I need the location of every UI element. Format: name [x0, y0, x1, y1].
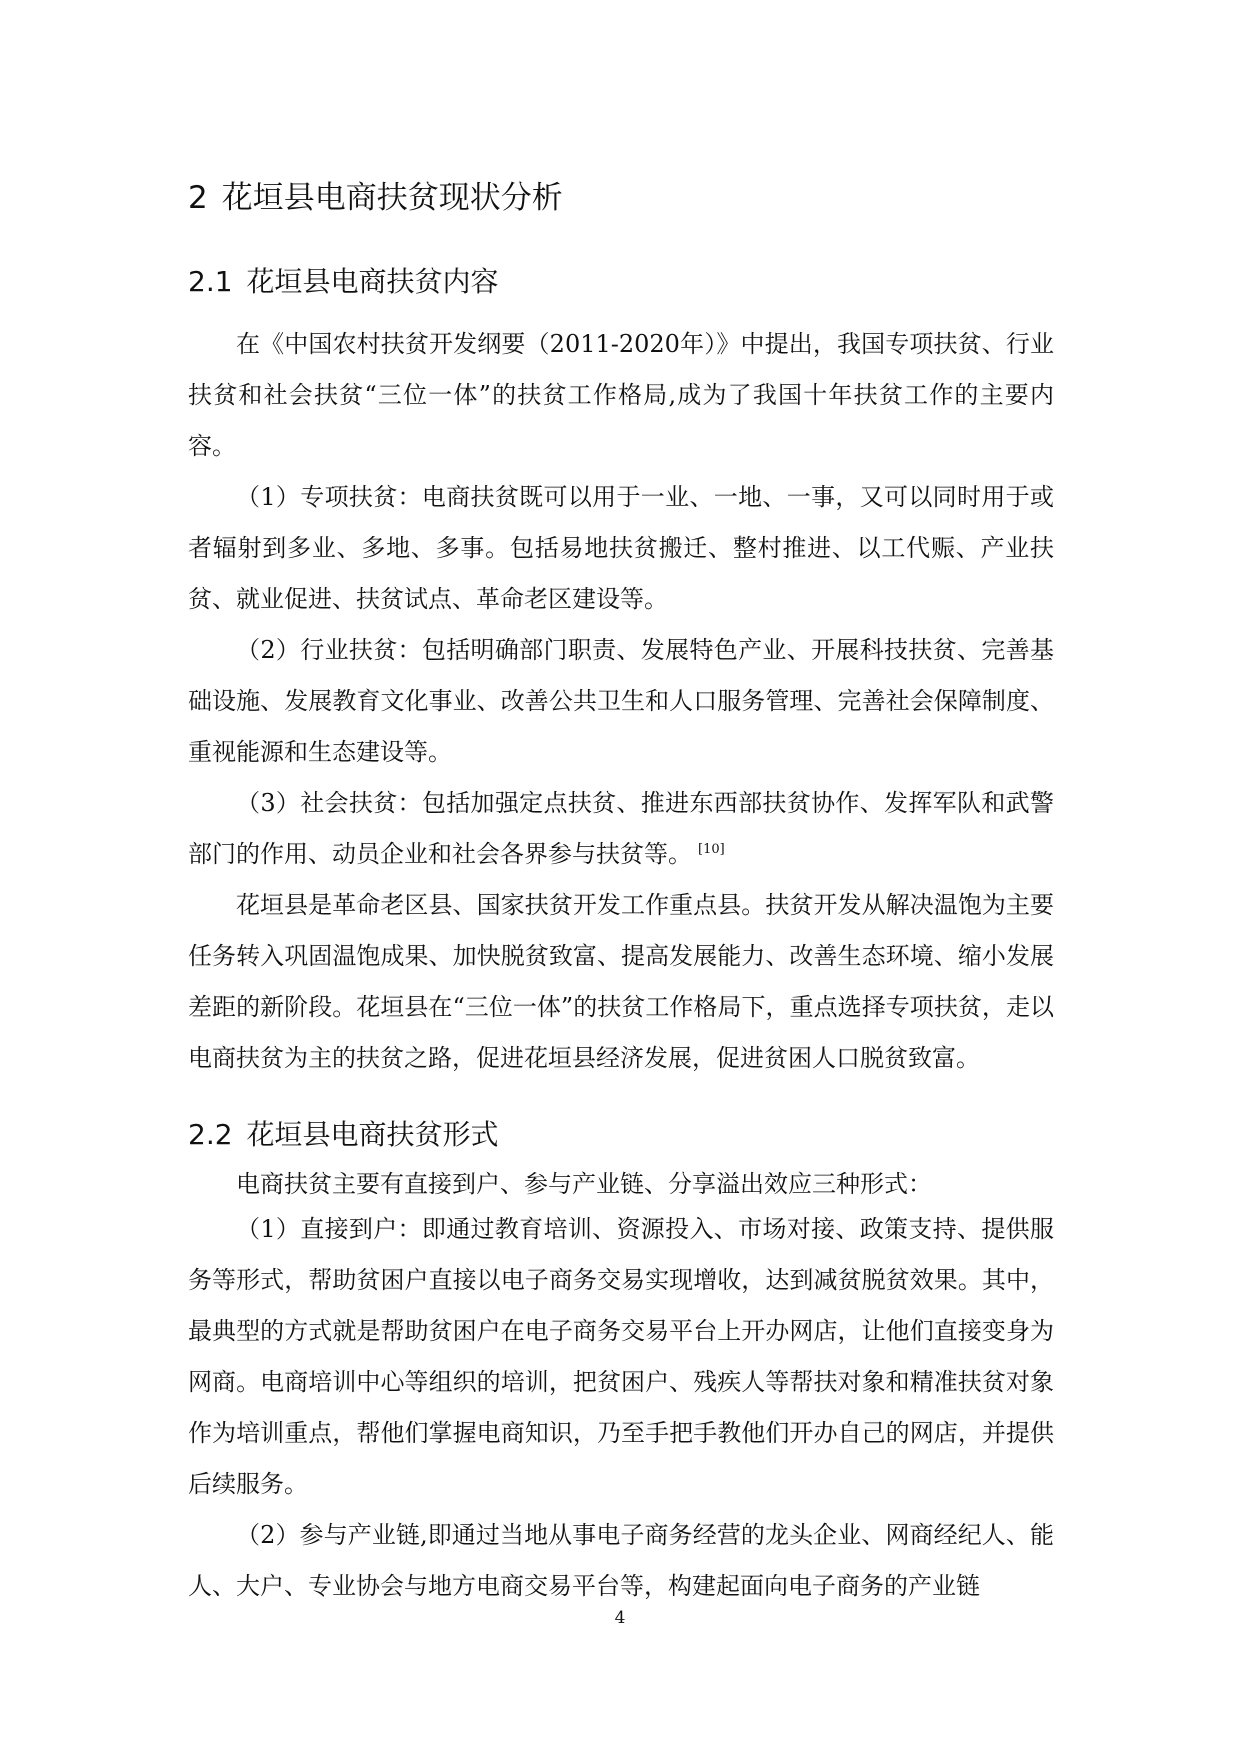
section-number: 2.2 [188, 1118, 233, 1151]
body-paragraph: 电商扶贫主要有直接到户、参与产业链、分享溢出效应三种形式： [236, 1170, 932, 1198]
body-paragraph: （1）直接到户：即通过教育培训、资源投入、市场对接、政策支持、提供服务等形式，帮助贫困户直接以电子商务交易实现增收，达到减贫脱贫效果。其中，最典型的方式就是帮助贫困户在电子商务交易平台上开办网店，让他们直接变身为网商。电商培训中心等组织的培训，把贫困户、残疾人等帮扶对象和精准扶贫对象作为培训重点，帮他们掌握电商知识，乃至手把手教他们开办自己的网店，并提供后续服务。 [188, 1215, 1054, 1498]
chapter-title: 花垣县电商扶贫现状分析 [221, 180, 563, 216]
chapter-heading [188, 174, 563, 222]
body-paragraph: 在《中国农村扶贫开发纲要（2011-2020年）》中提出，我国专项扶贫、行业扶贫和社会扶贫“三位一体”的扶贫工作格局,成为了我国十年扶贫工作的主要内容。 [188, 330, 1054, 460]
body-paragraph: （2）行业扶贫：包括明确部门职责、发展特色产业、开展科技扶贫、完善基础设施、发展教育文化事业、改善公共卫生和人口服务管理、完善社会保障制度、重视能源和生态建设等。 [188, 636, 1054, 766]
section-title: 花垣县电商扶贫内容 [246, 265, 499, 298]
section-2-2-body [188, 1164, 1054, 1612]
body-paragraph: （1）专项扶贫：电商扶贫既可以用于一业、一地、一事，又可以同时用于或者辐射到多业、多地、多事。包括易地扶贫搬迁、整村推进、以工代赈、产业扶贫、就业促进、扶贫试点、革命老区建设等。 [188, 483, 1054, 613]
section-title: 花垣县电商扶贫形式 [246, 1118, 499, 1151]
body-paragraph: （2）参与产业链,即通过当地从事电子商务经营的龙头企业、网商经纪人、能人、大户、专业协会与地方电商交易平台等，构建起面向电子商务的产业链 [188, 1521, 1054, 1600]
section-heading-2-1 [188, 260, 499, 304]
body-paragraph: 花垣县是革命老区县、国家扶贫开发工作重点县。扶贫开发从解决温饱为主要任务转入巩固温饱成果、加快脱贫致富、提高发展能力、改善生态环境、缩小发展差距的新阶段。花垣县在“三位一体”的扶贫工作格局下，重点选择专项扶贫，走以电商扶贫为主的扶贫之路，促进花垣县经济发展，促进贫困人口脱贫致富。 [188, 891, 1054, 1072]
page-number: 4 [614, 1608, 626, 1628]
paragraph-text: （3）社会扶贫：包括加强定点扶贫、推进东西部扶贫协作、发挥军队和武警部门的作用、动员企业和社会各界参与扶贫等。 [188, 789, 1054, 868]
section-heading-2-2 [188, 1113, 499, 1157]
citation-marker: [10] [698, 842, 725, 857]
chapter-number: 2 [188, 180, 208, 216]
section-2-1-body [188, 319, 1054, 1084]
section-number: 2.1 [188, 265, 233, 298]
body-paragraph-with-citation [188, 778, 1054, 880]
